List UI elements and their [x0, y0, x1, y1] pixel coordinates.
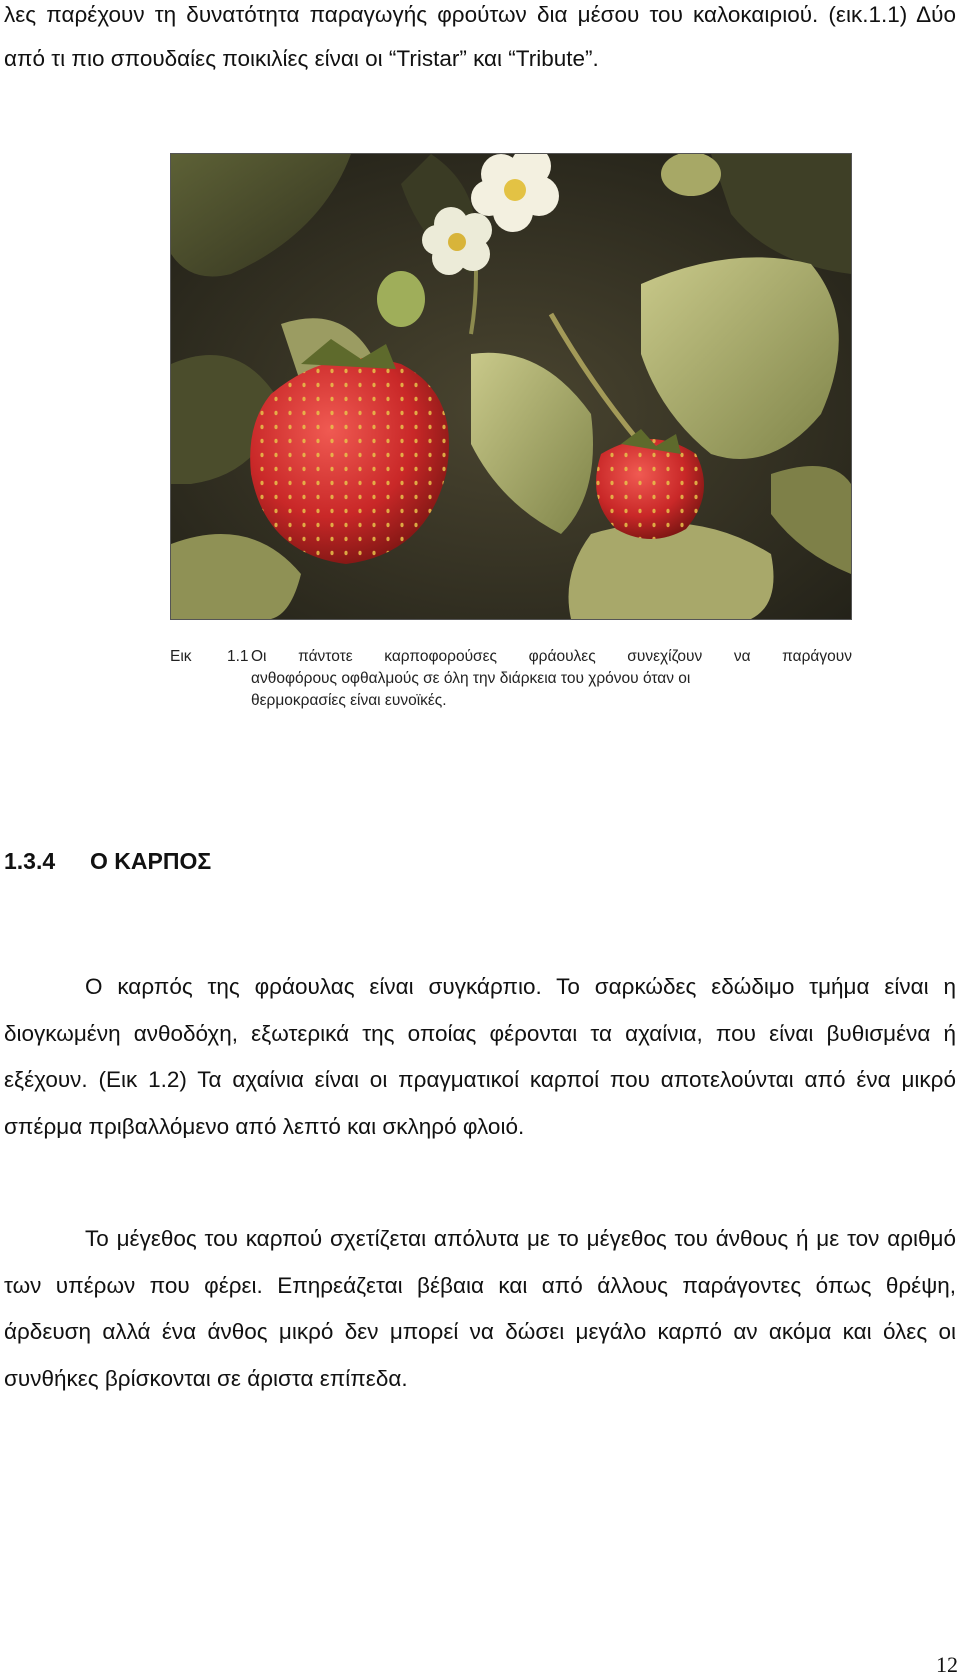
figure-caption	[170, 646, 852, 712]
page-number: 12	[936, 1652, 958, 1677]
figure-number: 1.1	[227, 648, 249, 665]
section-number: 1.3.4	[4, 848, 56, 874]
body-paragraph: Το μέγεθος του καρπού σχετίζεται απόλυτα με το μέγεθος του άνθους ή με τον αριθμό των υπέρων που φέρει. Επηρεάζεται βέβαια και από άλλους παράγοντες όπως θρέψη, άρδευση αλλά ένα άνθος μικρό δεν μπορεί να δώσει μεγάλο καρπό αν ακόμα και όλες οι συνθήκες βρίσκονται σε άριστα επίπεδα.	[4, 1226, 956, 1391]
intro-paragraph: λες παρέχουν τη δυνατότητα παραγωγής φρούτων δια μέσου του καλοκαιριού. (εικ.1.1) Δύο από τι πιο σπουδαίες ποικιλίες είναι οι “Tristar” και “Tribute”.	[4, 2, 956, 71]
caption-line: ανθοφόρους οφθαλμούς σε όλη την διάρκεια του χρόνου όταν οι	[251, 670, 691, 687]
body-paragraph: Ο καρπός της φράουλας είναι συγκάρπιο. Το σαρκώδες εδώδιμο τμήμα είναι η διογκωμένη ανθοδόχη, εξωτερικά της οποίας φέρονται τα αχαίνια, που είναι βυθισμένα ή εξέχουν. (Εικ 1.2) Τα αχαίνια είναι οι πραγματικοί καρποί που αποτελούνται από ένα μικρό σπέρμα πριβαλλόμενο από λεπτό και σκληρό φλοιό.	[4, 974, 956, 1139]
caption-line: Οι πάντοτε καρποφορούσες φράουλες συνεχίζουν να παράγουν	[251, 648, 852, 665]
caption-line: θερμοκρασίες είναι ευνοϊκές.	[251, 692, 447, 709]
section-heading	[4, 848, 211, 875]
strawberry-photo	[170, 153, 852, 620]
section-title: Ο ΚΑΡΠΟΣ	[90, 848, 212, 874]
figure-label: Εικ	[170, 648, 192, 665]
